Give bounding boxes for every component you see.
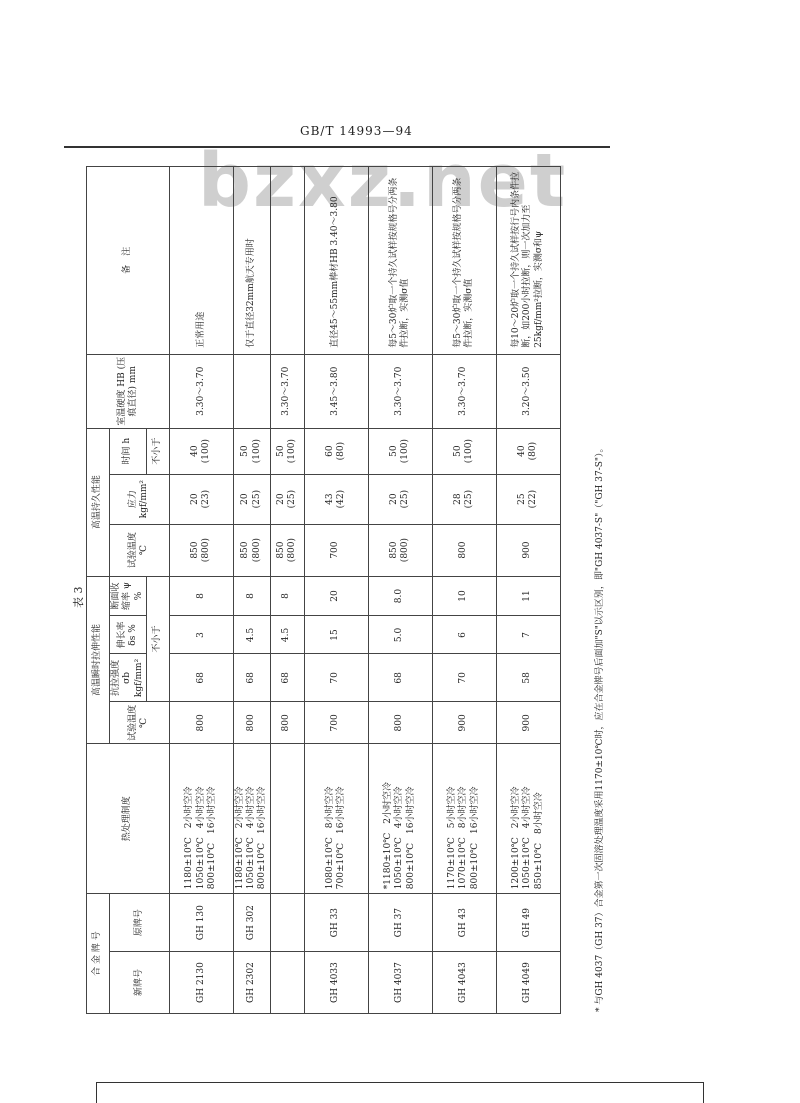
remarks-header: 备 注 — [87, 167, 170, 355]
time-min-label: 不小于 — [146, 428, 169, 474]
cell-time: 50 (100) — [432, 428, 496, 474]
cell-stress: 20 (25) — [368, 474, 432, 524]
cell-t-temp: 900 — [496, 702, 560, 744]
cell-remark — [270, 167, 304, 355]
table-row — [169, 167, 233, 1014]
cell-new: GH 2130 — [169, 952, 233, 1014]
cell-hb: 3.30～3.70 — [432, 354, 496, 428]
cell-remark: 正常用途 — [169, 167, 233, 355]
table-caption: 表 3 — [72, 586, 85, 608]
cell-remark: 直径45～55mm棒材HB 3.40～3.80 — [304, 167, 368, 355]
cell-psi: 20 — [304, 576, 368, 616]
cell-hb: 3.30～3.70 — [368, 354, 432, 428]
hardness-header: 室温硬度 HB (压痕直径) mm — [87, 354, 170, 428]
cell-treatment — [270, 744, 304, 894]
cell-remark: 每10～20炉取一个持久试样按行号内条件拉断，如200小时拉断，则一次加力至25kgf/mm²拉断，实测σ和ψ — [496, 167, 560, 355]
test-temp-header: 试验温度 ℃ — [110, 702, 170, 744]
cell-new: GH 4049 — [496, 952, 560, 1014]
cell-remark: 每5～30炉取一个持久试样按规格号分两条件拉断，实测σ值 — [432, 167, 496, 355]
heat-treatment-header: 热处理制度 — [87, 744, 170, 894]
cell-stress: 20 (23) — [169, 474, 233, 524]
cell-old: GH 302 — [233, 894, 270, 952]
cell-t-temp: 800 — [270, 702, 304, 744]
table-body — [169, 167, 560, 1014]
cell-delta: 5.0 — [368, 616, 432, 654]
elongation-header: 伸长率 δs % — [110, 616, 147, 654]
table-row — [368, 167, 432, 1014]
cell-delta: 6 — [432, 616, 496, 654]
cell-new: GH 4033 — [304, 952, 368, 1014]
rotated-table-wrap — [68, 160, 614, 1020]
cell-t-temp: 800 — [368, 702, 432, 744]
cell-sigma: 70 — [432, 654, 496, 702]
cell-delta: 4.5 — [270, 616, 304, 654]
cell-old: GH 43 — [432, 894, 496, 952]
tensile-strength-header: 抗拉强度 σb kgf/mm² — [110, 654, 147, 702]
cell-r-temp: 850 (800) — [233, 524, 270, 576]
cell-remark: 仅于直径32mm航天专用时 — [233, 167, 270, 355]
cell-delta: 4.5 — [233, 616, 270, 654]
stress-header: 应力 kgf/mm² — [110, 474, 170, 524]
cell-sigma: 70 — [304, 654, 368, 702]
cell-time: 40 (80) — [496, 428, 560, 474]
cell-new: GH 4043 — [432, 952, 496, 1014]
table-row — [304, 167, 368, 1014]
cell-psi: 8 — [270, 576, 304, 616]
cell-treatment: 1180±10℃ 2小时空冷 1050±10℃ 4小时空冷 800±10℃ 16小时空冷 — [233, 744, 270, 894]
cell-treatment: 1180±10℃ 2小时空冷 1050±10℃ 4小时空冷 800±10℃ 16小时空冷 — [169, 744, 233, 894]
cell-t-temp: 700 — [304, 702, 368, 744]
cell-psi: 10 — [432, 576, 496, 616]
cell-hb: 3.30～3.70 — [169, 354, 233, 428]
cell-sigma: 68 — [368, 654, 432, 702]
cell-time: 60 (80) — [304, 428, 368, 474]
cell-psi: 8 — [169, 576, 233, 616]
cell-new — [270, 952, 304, 1014]
table-row — [432, 167, 496, 1014]
table-row — [233, 167, 270, 1014]
cell-r-temp: 900 — [496, 524, 560, 576]
cell-new: GH 2302 — [233, 952, 270, 1014]
cell-sigma: 58 — [496, 654, 560, 702]
cell-delta: 7 — [496, 616, 560, 654]
rotated-table-sheet — [68, 160, 614, 1020]
footer-frame — [96, 1082, 704, 1103]
cell-r-temp: 850 (800) — [270, 524, 304, 576]
cell-t-temp: 800 — [169, 702, 233, 744]
cell-sigma: 68 — [270, 654, 304, 702]
cell-delta: 3 — [169, 616, 233, 654]
cell-time: 50 (100) — [233, 428, 270, 474]
cell-stress: 20 (25) — [233, 474, 270, 524]
reduction-header: 断面收缩率 ψ % — [110, 576, 147, 616]
cell-stress: 43 (42) — [304, 474, 368, 524]
cell-time: 50 (100) — [368, 428, 432, 474]
cell-old: GH 130 — [169, 894, 233, 952]
cell-old: GH 49 — [496, 894, 560, 952]
min-label: 不小于 — [146, 576, 169, 702]
rupture-temp-header: 试验温度 ℃ — [110, 524, 170, 576]
cell-psi: 8 — [233, 576, 270, 616]
rupture-group-header: 高温持久性能 — [87, 428, 110, 576]
cell-treatment: 1170±10℃ 5小时空冷 1070±10℃ 8小时空冷 800±10℃ 16小时空冷 — [432, 744, 496, 894]
cell-psi: 11 — [496, 576, 560, 616]
cell-hb: 3.45～3.80 — [304, 354, 368, 428]
cell-stress: 25 (22) — [496, 474, 560, 524]
cell-sigma: 68 — [233, 654, 270, 702]
cell-stress: 20 (25) — [270, 474, 304, 524]
table-row — [496, 167, 560, 1014]
cell-r-temp: 850 (800) — [169, 524, 233, 576]
cell-stress: 28 (25) — [432, 474, 496, 524]
cell-treatment: 1080±10℃ 8小时空冷 700±10℃ 16小时空冷 — [304, 744, 368, 894]
table-row — [270, 167, 304, 1014]
properties-table — [86, 166, 561, 1014]
cell-r-temp: 850 (800) — [368, 524, 432, 576]
new-grade-header: 新牌号 — [110, 952, 170, 1014]
cell-t-temp: 800 — [233, 702, 270, 744]
cell-new: GH 4037 — [368, 952, 432, 1014]
alloy-grade-header: 合 金 牌 号 — [87, 894, 110, 1014]
standard-code-header: GB/T 14993—94 — [300, 124, 413, 138]
cell-sigma: 68 — [169, 654, 233, 702]
cell-treatment: *1180±10℃ 2小时空冷 1050±10℃ 4小时空冷 800±10℃ 16小时空冷 — [368, 744, 432, 894]
cell-treatment: 1200±10℃ 2小时空冷 1050±10℃ 4小时空冷 850±10℃ 8小时空冷 — [496, 744, 560, 894]
tensile-group-header: 高温瞬时拉伸性能 — [87, 576, 110, 744]
cell-r-temp: 700 — [304, 524, 368, 576]
cell-t-temp: 900 — [432, 702, 496, 744]
cell-delta: 15 — [304, 616, 368, 654]
cell-time: 40 (100) — [169, 428, 233, 474]
cell-r-temp: 800 — [432, 524, 496, 576]
cell-old: GH 37 — [368, 894, 432, 952]
cell-hb — [233, 354, 270, 428]
cell-hb: 3.30～3.70 — [270, 354, 304, 428]
cell-psi: 8.0 — [368, 576, 432, 616]
cell-old — [270, 894, 304, 952]
time-header: 时间 h — [110, 428, 147, 474]
cell-hb: 3.20～3.50 — [496, 354, 560, 428]
cell-time: 50 (100) — [270, 428, 304, 474]
cell-old: GH 33 — [304, 894, 368, 952]
old-grade-header: 原牌号 — [110, 894, 170, 952]
cell-remark: 每5～30炉取一个持久试样按规格号分两条件拉断，实测σ值 — [368, 167, 432, 355]
table-footnote: * 与GH 4037（GH 37）合金第一次固溶处理温度采用1170±10℃时，应在合金牌号后面加"S"以示区别，即"GH 4037-S"（"GH 37-S"）。 — [595, 443, 605, 1012]
watermark: bzxz.net — [198, 138, 568, 224]
